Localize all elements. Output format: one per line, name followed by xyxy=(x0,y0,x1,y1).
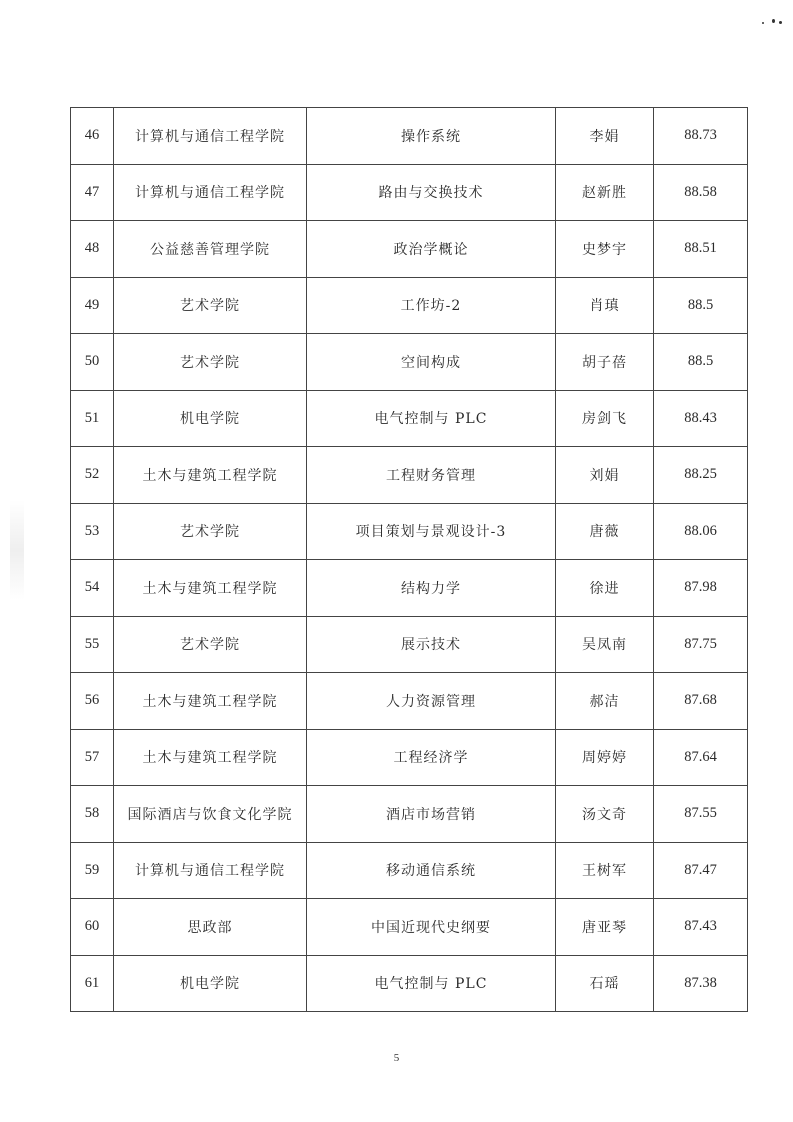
course-cell: 展示技术 xyxy=(307,616,556,673)
rank-cell: 53 xyxy=(71,503,114,560)
table-row xyxy=(71,503,748,560)
college-cell: 土木与建筑工程学院 xyxy=(114,560,307,617)
table-row xyxy=(71,955,748,1012)
teacher-cell: 史梦宇 xyxy=(556,221,654,278)
table-row xyxy=(71,616,748,673)
table-row xyxy=(71,390,748,447)
score-cell: 88.5 xyxy=(654,277,748,334)
table-row xyxy=(71,673,748,730)
teacher-cell: 汤文奇 xyxy=(556,786,654,843)
table-row xyxy=(71,729,748,786)
course-cell: 人力资源管理 xyxy=(307,673,556,730)
course-cell: 电气控制与 PLC xyxy=(307,390,556,447)
table-row xyxy=(71,447,748,504)
college-cell: 艺术学院 xyxy=(114,334,307,391)
college-cell: 土木与建筑工程学院 xyxy=(114,447,307,504)
college-cell: 机电学院 xyxy=(114,390,307,447)
rank-cell: 48 xyxy=(71,221,114,278)
table-row xyxy=(71,221,748,278)
rank-cell: 46 xyxy=(71,108,114,165)
course-cell: 电气控制与 PLC xyxy=(307,955,556,1012)
table-row xyxy=(71,560,748,617)
rank-cell: 51 xyxy=(71,390,114,447)
college-cell: 土木与建筑工程学院 xyxy=(114,673,307,730)
course-cell: 中国近现代史纲要 xyxy=(307,899,556,956)
teacher-cell: 徐进 xyxy=(556,560,654,617)
course-cell: 工作坊-2 xyxy=(307,277,556,334)
teacher-cell: 石瑶 xyxy=(556,955,654,1012)
score-cell: 88.58 xyxy=(654,164,748,221)
score-cell: 87.75 xyxy=(654,616,748,673)
scan-marks xyxy=(760,14,784,30)
teacher-cell: 王树军 xyxy=(556,842,654,899)
rank-cell: 55 xyxy=(71,616,114,673)
table-body xyxy=(71,108,748,1012)
score-cell: 88.5 xyxy=(654,334,748,391)
course-cell: 移动通信系统 xyxy=(307,842,556,899)
course-cell: 路由与交换技术 xyxy=(307,164,556,221)
score-cell: 88.06 xyxy=(654,503,748,560)
results-table xyxy=(70,107,748,1012)
table-row xyxy=(71,899,748,956)
table-row xyxy=(71,786,748,843)
rank-cell: 59 xyxy=(71,842,114,899)
score-cell: 88.73 xyxy=(654,108,748,165)
table-row xyxy=(71,334,748,391)
teacher-cell: 郝洁 xyxy=(556,673,654,730)
course-cell: 操作系统 xyxy=(307,108,556,165)
score-cell: 87.64 xyxy=(654,729,748,786)
teacher-cell: 胡子蓓 xyxy=(556,334,654,391)
course-cell: 工程财务管理 xyxy=(307,447,556,504)
college-cell: 土木与建筑工程学院 xyxy=(114,729,307,786)
score-cell: 87.55 xyxy=(654,786,748,843)
teacher-cell: 周婷婷 xyxy=(556,729,654,786)
college-cell: 计算机与通信工程学院 xyxy=(114,842,307,899)
page-number: 5 xyxy=(393,1052,400,1064)
score-cell: 87.38 xyxy=(654,955,748,1012)
score-cell: 87.68 xyxy=(654,673,748,730)
table-row xyxy=(71,108,748,165)
course-cell: 结构力学 xyxy=(307,560,556,617)
college-cell: 艺术学院 xyxy=(114,503,307,560)
score-cell: 88.51 xyxy=(654,221,748,278)
teacher-cell: 李娟 xyxy=(556,108,654,165)
course-cell: 工程经济学 xyxy=(307,729,556,786)
teacher-cell: 唐亚琴 xyxy=(556,899,654,956)
college-cell: 计算机与通信工程学院 xyxy=(114,108,307,165)
course-cell: 酒店市场营销 xyxy=(307,786,556,843)
teacher-cell: 刘娟 xyxy=(556,447,654,504)
rank-cell: 52 xyxy=(71,447,114,504)
rank-cell: 60 xyxy=(71,899,114,956)
rank-cell: 56 xyxy=(71,673,114,730)
college-cell: 艺术学院 xyxy=(114,277,307,334)
course-cell: 空间构成 xyxy=(307,334,556,391)
scan-smudge xyxy=(10,500,24,600)
course-cell: 项目策划与景观设计-3 xyxy=(307,503,556,560)
teacher-cell: 吴凤南 xyxy=(556,616,654,673)
college-cell: 思政部 xyxy=(114,899,307,956)
college-cell: 国际酒店与饮食文化学院 xyxy=(114,786,307,843)
rank-cell: 54 xyxy=(71,560,114,617)
rank-cell: 58 xyxy=(71,786,114,843)
score-cell: 87.43 xyxy=(654,899,748,956)
score-cell: 88.25 xyxy=(654,447,748,504)
college-cell: 机电学院 xyxy=(114,955,307,1012)
rank-cell: 50 xyxy=(71,334,114,391)
score-cell: 87.98 xyxy=(654,560,748,617)
rank-cell: 47 xyxy=(71,164,114,221)
rank-cell: 49 xyxy=(71,277,114,334)
teacher-cell: 肖瑱 xyxy=(556,277,654,334)
table-row xyxy=(71,842,748,899)
college-cell: 艺术学院 xyxy=(114,616,307,673)
college-cell: 计算机与通信工程学院 xyxy=(114,164,307,221)
teacher-cell: 赵新胜 xyxy=(556,164,654,221)
rank-cell: 61 xyxy=(71,955,114,1012)
rank-cell: 57 xyxy=(71,729,114,786)
score-cell: 88.43 xyxy=(654,390,748,447)
college-cell: 公益慈善管理学院 xyxy=(114,221,307,278)
teacher-cell: 房剑飞 xyxy=(556,390,654,447)
teacher-cell: 唐薇 xyxy=(556,503,654,560)
course-cell: 政治学概论 xyxy=(307,221,556,278)
table-row xyxy=(71,277,748,334)
score-cell: 87.47 xyxy=(654,842,748,899)
table-row xyxy=(71,164,748,221)
